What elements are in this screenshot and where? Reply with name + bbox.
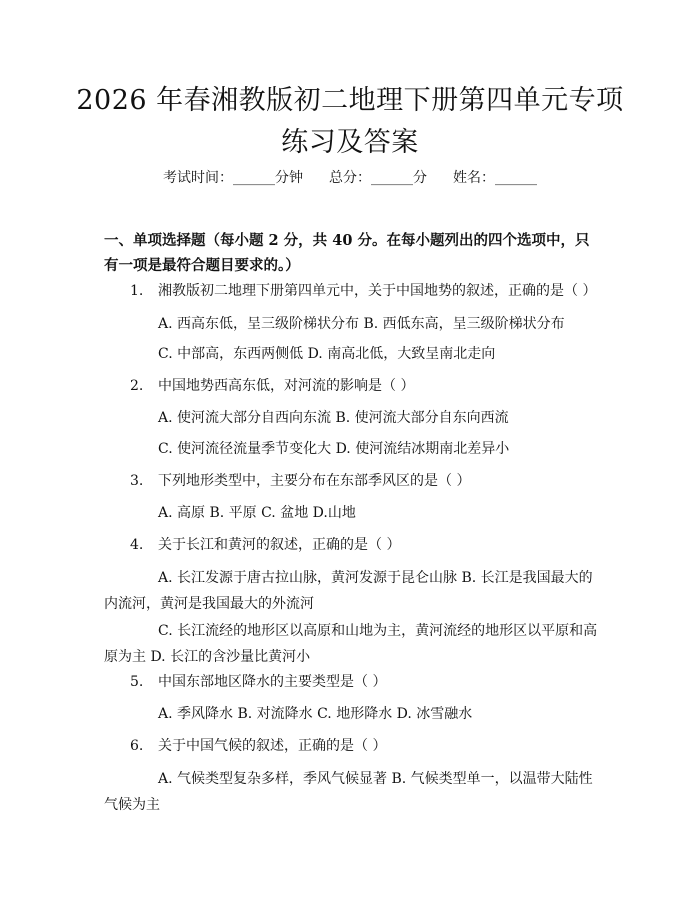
question-1-options-row-1: A. 西高东低，呈三级阶梯状分布 B. 西低东高，呈三级阶梯状分布 — [158, 316, 565, 332]
question-number: 4. — [130, 537, 144, 553]
question-stem: 关于中国气候的叙述，正确的是（ ） — [158, 738, 387, 754]
question-5-options-row-1: A. 季风降水 B. 对流降水 C. 地形降水 D. 冰雪融水 — [158, 706, 473, 722]
exam-time-field: 考试时间：______分钟 — [163, 170, 303, 186]
question-2 — [130, 376, 600, 396]
question-1-options-row-2: C. 中部高，东西两侧低 D. 南高北低，大致呈南北走向 — [158, 346, 496, 362]
question-4-options-block-2: C. 长江流经的地形区以高原和山地为主，黄河流经的地形区以平原和高原为主 D. 长江的含沙量比黄河小 — [104, 623, 598, 665]
question-number: 1. — [130, 283, 144, 299]
question-number: 3. — [130, 473, 144, 489]
exam-info-line — [0, 168, 700, 188]
question-1 — [130, 281, 600, 301]
question-stem: 湘教版初二地理下册第四单元中，关于中国地势的叙述，正确的是（ ） — [158, 283, 597, 299]
title-line-2: 练习及答案 — [281, 127, 419, 158]
question-number: 5. — [130, 674, 144, 690]
question-stem: 关于长江和黄河的叙述，正确的是（ ） — [158, 537, 401, 553]
question-number: 2. — [130, 378, 144, 394]
question-3 — [130, 471, 600, 491]
question-2-options-row-2: C. 使河流径流量季节变化大 D. 使河流结冰期南北差异小 — [158, 441, 510, 457]
question-stem: 中国地势西高东低，对河流的影响是（ ） — [158, 378, 415, 394]
name-field: 姓名：______ — [453, 170, 537, 186]
title-line-1: 2026 年春湘教版初二地理下册第四单元专项 — [76, 85, 624, 116]
question-number: 6. — [130, 738, 144, 754]
question-stem: 中国东部地区降水的主要类型是（ ） — [158, 674, 387, 690]
document-title — [60, 80, 640, 164]
section-heading: 一、单项选择题（每小题 2 分，共 40 分。在每小题列出的四个选项中，只有一项是最符合题目要求的。） — [104, 232, 590, 274]
question-2-options-row-1: A. 使河流大部分自西向东流 B. 使河流大部分自东向西流 — [158, 410, 509, 426]
question-3-options-row-1: A. 高原 B. 平原 C. 盆地 D.山地 — [158, 505, 356, 521]
question-5 — [130, 672, 600, 692]
question-6 — [130, 736, 600, 756]
question-4-options-block-1: A. 长江发源于唐古拉山脉，黄河发源于昆仑山脉 B. 长江是我国最大的内流河，黄河是我国最大的外流河 — [104, 570, 593, 612]
question-4 — [130, 535, 600, 555]
question-stem: 下列地形类型中，主要分布在东部季风区的是（ ） — [158, 473, 471, 489]
question-6-options-block-1: A. 气候类型复杂多样，季风气候显著 B. 气候类型单一，以温带大陆性气候为主 — [104, 771, 593, 813]
total-score-field: 总分：______分 — [329, 170, 427, 186]
